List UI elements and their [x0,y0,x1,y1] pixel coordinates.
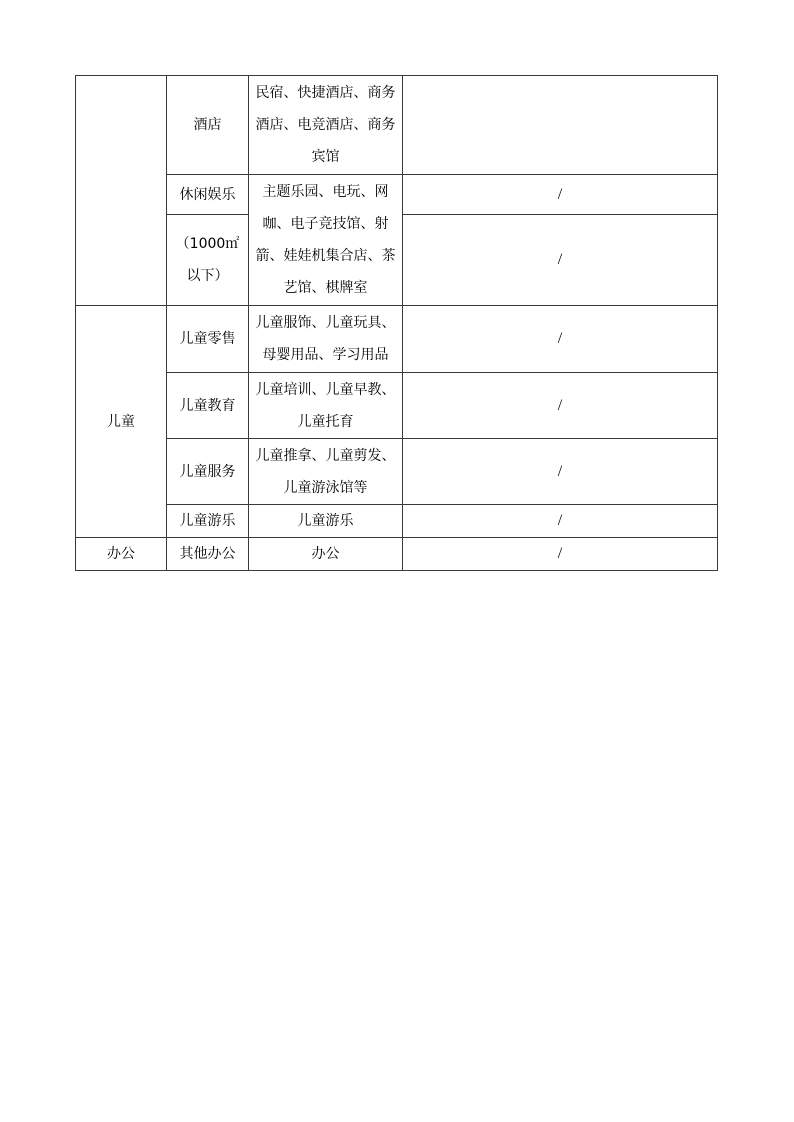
remark-leisure-2: / [557,251,563,268]
table-cell-subcategory [167,505,248,537]
remark-children-amusement: / [557,512,563,529]
category-children: 儿童 [107,413,135,430]
subcategory-children-service: 儿童服务 [179,463,236,480]
remark-children-service: / [557,462,563,480]
table-cell-subcategory [167,538,248,570]
table-cell-types [249,306,402,372]
table-cell-types [249,76,402,174]
subcategory-hotel: 酒店 [193,117,222,133]
subcategory-other-office: 其他办公 [179,546,236,562]
table-border-right [717,75,718,571]
table-cell-types [249,175,402,305]
table-cell-remark [403,215,717,305]
subcategory-leisure: 休闲娱乐 [179,186,236,203]
category-office: 办公 [107,546,135,562]
table-cell-subcategory [167,373,248,438]
table-cell-types [249,538,402,570]
table-cell-types [249,373,402,438]
types-hotel: 民宿、快捷酒店、商务酒店、电竞酒店、商务宾馆 [255,85,396,165]
subcategory-leisure-note: （1000㎡以下） [175,236,240,284]
types-children-amusement: 儿童游乐 [297,513,354,529]
table-cell-category [76,306,166,537]
remark-office: / [557,545,563,562]
table-cell-subcategory [167,76,248,174]
table-cell-remark [403,538,717,570]
table-cell-remark [403,505,717,537]
subcategory-children-education: 儿童教育 [179,397,236,414]
remark-children-education: / [557,396,563,414]
types-leisure: 主题乐园、电玩、网咖、电子竞技馆、射箭、娃娃机集合店、茶艺馆、棋牌室 [255,184,396,296]
table-cell-remark [403,175,717,214]
types-office: 办公 [311,546,340,562]
table-cell-types [249,505,402,537]
subcategory-children-retail: 儿童零售 [179,331,236,347]
table-cell-types [249,439,402,504]
table-cell-subcategory-note [167,215,248,305]
business-type-table [75,75,718,571]
remark-leisure-1: / [557,185,563,203]
subcategory-children-amusement: 儿童游乐 [179,513,236,529]
types-children-education: 儿童培训、儿童早教、儿童托育 [255,381,396,430]
types-children-service: 儿童推拿、儿童剪发、儿童游泳馆等 [255,447,396,496]
table-cell-remark [403,373,717,438]
table-cell-subcategory [167,175,248,214]
table-cell-subcategory [167,439,248,504]
table-border-bottom [75,570,718,571]
table-cell-subcategory [167,306,248,372]
table-cell-remark [403,439,717,504]
remark-children-retail: / [557,330,563,347]
table-cell-remark [403,306,717,372]
types-children-retail: 儿童服饰、儿童玩具、母婴用品、学习用品 [255,315,396,363]
table-cell-category [76,538,166,570]
